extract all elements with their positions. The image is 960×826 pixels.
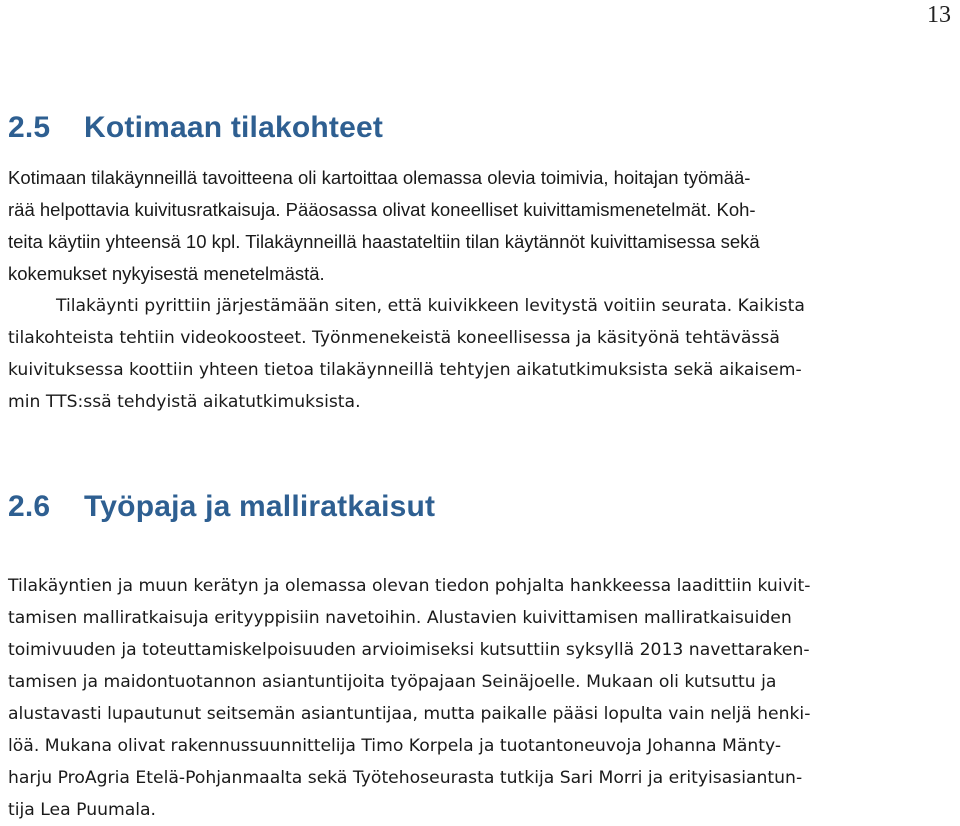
text-line: rää helpottavia kuivitusratkaisuja. Pääosassa olivat koneelliset kuivittamismenetelmät. Koh- bbox=[8, 199, 756, 220]
text-line: min TTS:ssä tehdyistä aikatutkimuksista. bbox=[8, 392, 361, 412]
text-line: teita käytiin yhteensä 10 kpl. Tilakäynneillä haastateltiin tilan käytännöt kuivittamisessa sekä bbox=[8, 231, 760, 252]
text-line: löä. Mukana olivat rakennussuunnittelija Timo Korpela ja tuotantoneuvoja Johanna Mänty- bbox=[8, 736, 782, 756]
section-title: Kotimaan tilakohteet bbox=[84, 111, 384, 144]
text-line: tamisen ja maidontuotannon asiantuntijoita työpajaan Seinäjoelle. Mukaan oli kutsuttu ja bbox=[8, 672, 777, 692]
text-line: kokemukset nykyisestä menetelmästä. bbox=[8, 263, 325, 284]
text-line: tamisen malliratkaisuja erityyppisiin navetoihin. Alustavien kuivittamisen malliratkaisuiden bbox=[8, 608, 792, 628]
section-heading-2-5 bbox=[8, 111, 383, 145]
text-line: kuivituksessa koottiin yhteen tietoa tilakäynneillä tehtyjen aikatutkimuksista sekä aikaisem- bbox=[8, 360, 802, 380]
text-line: tija Lea Puumala. bbox=[8, 800, 157, 820]
paragraph-workshop bbox=[8, 570, 811, 826]
page-number: 13 bbox=[927, 2, 951, 28]
text-line: Tilakäyntien ja muun kerätyn ja olemassa olevan tiedon pohjalta hankkeessa laadittiin kuivit- bbox=[8, 576, 811, 596]
paragraph-video-summaries bbox=[8, 290, 805, 418]
text-line: toimivuuden ja toteuttamiskelpoisuuden arvioimiseksi kutsuttiin syksyllä 2013 navettaraken- bbox=[8, 640, 810, 660]
paragraph-domestic-visits bbox=[8, 162, 760, 290]
section-number: 2.5 bbox=[8, 111, 51, 144]
text-line: harju ProAgria Etelä-Pohjanmaalta sekä Työtehoseurasta tutkija Sari Morri ja erityisasiantun- bbox=[8, 768, 803, 788]
section-number: 2.6 bbox=[8, 490, 51, 523]
text-line: Kotimaan tilakäynneillä tavoitteena oli kartoittaa olemassa olevia toimivia, hoitajan työmää- bbox=[8, 167, 751, 188]
section-heading-2-6 bbox=[8, 490, 435, 524]
text-line: tilakohteista tehtiin videokoosteet. Työnmenekeistä koneellisessa ja käsityönä tehtävässä bbox=[8, 328, 780, 348]
text-line: Tilakäynti pyrittiin järjestämään siten, että kuivikkeen levitystä voitiin seurata. Kaikista bbox=[56, 296, 805, 316]
section-title: Työpaja ja malliratkaisut bbox=[84, 490, 436, 523]
text-line: alustavasti lupautunut seitsemän asiantuntijaa, mutta paikalle pääsi lopulta vain neljä henki- bbox=[8, 704, 811, 724]
